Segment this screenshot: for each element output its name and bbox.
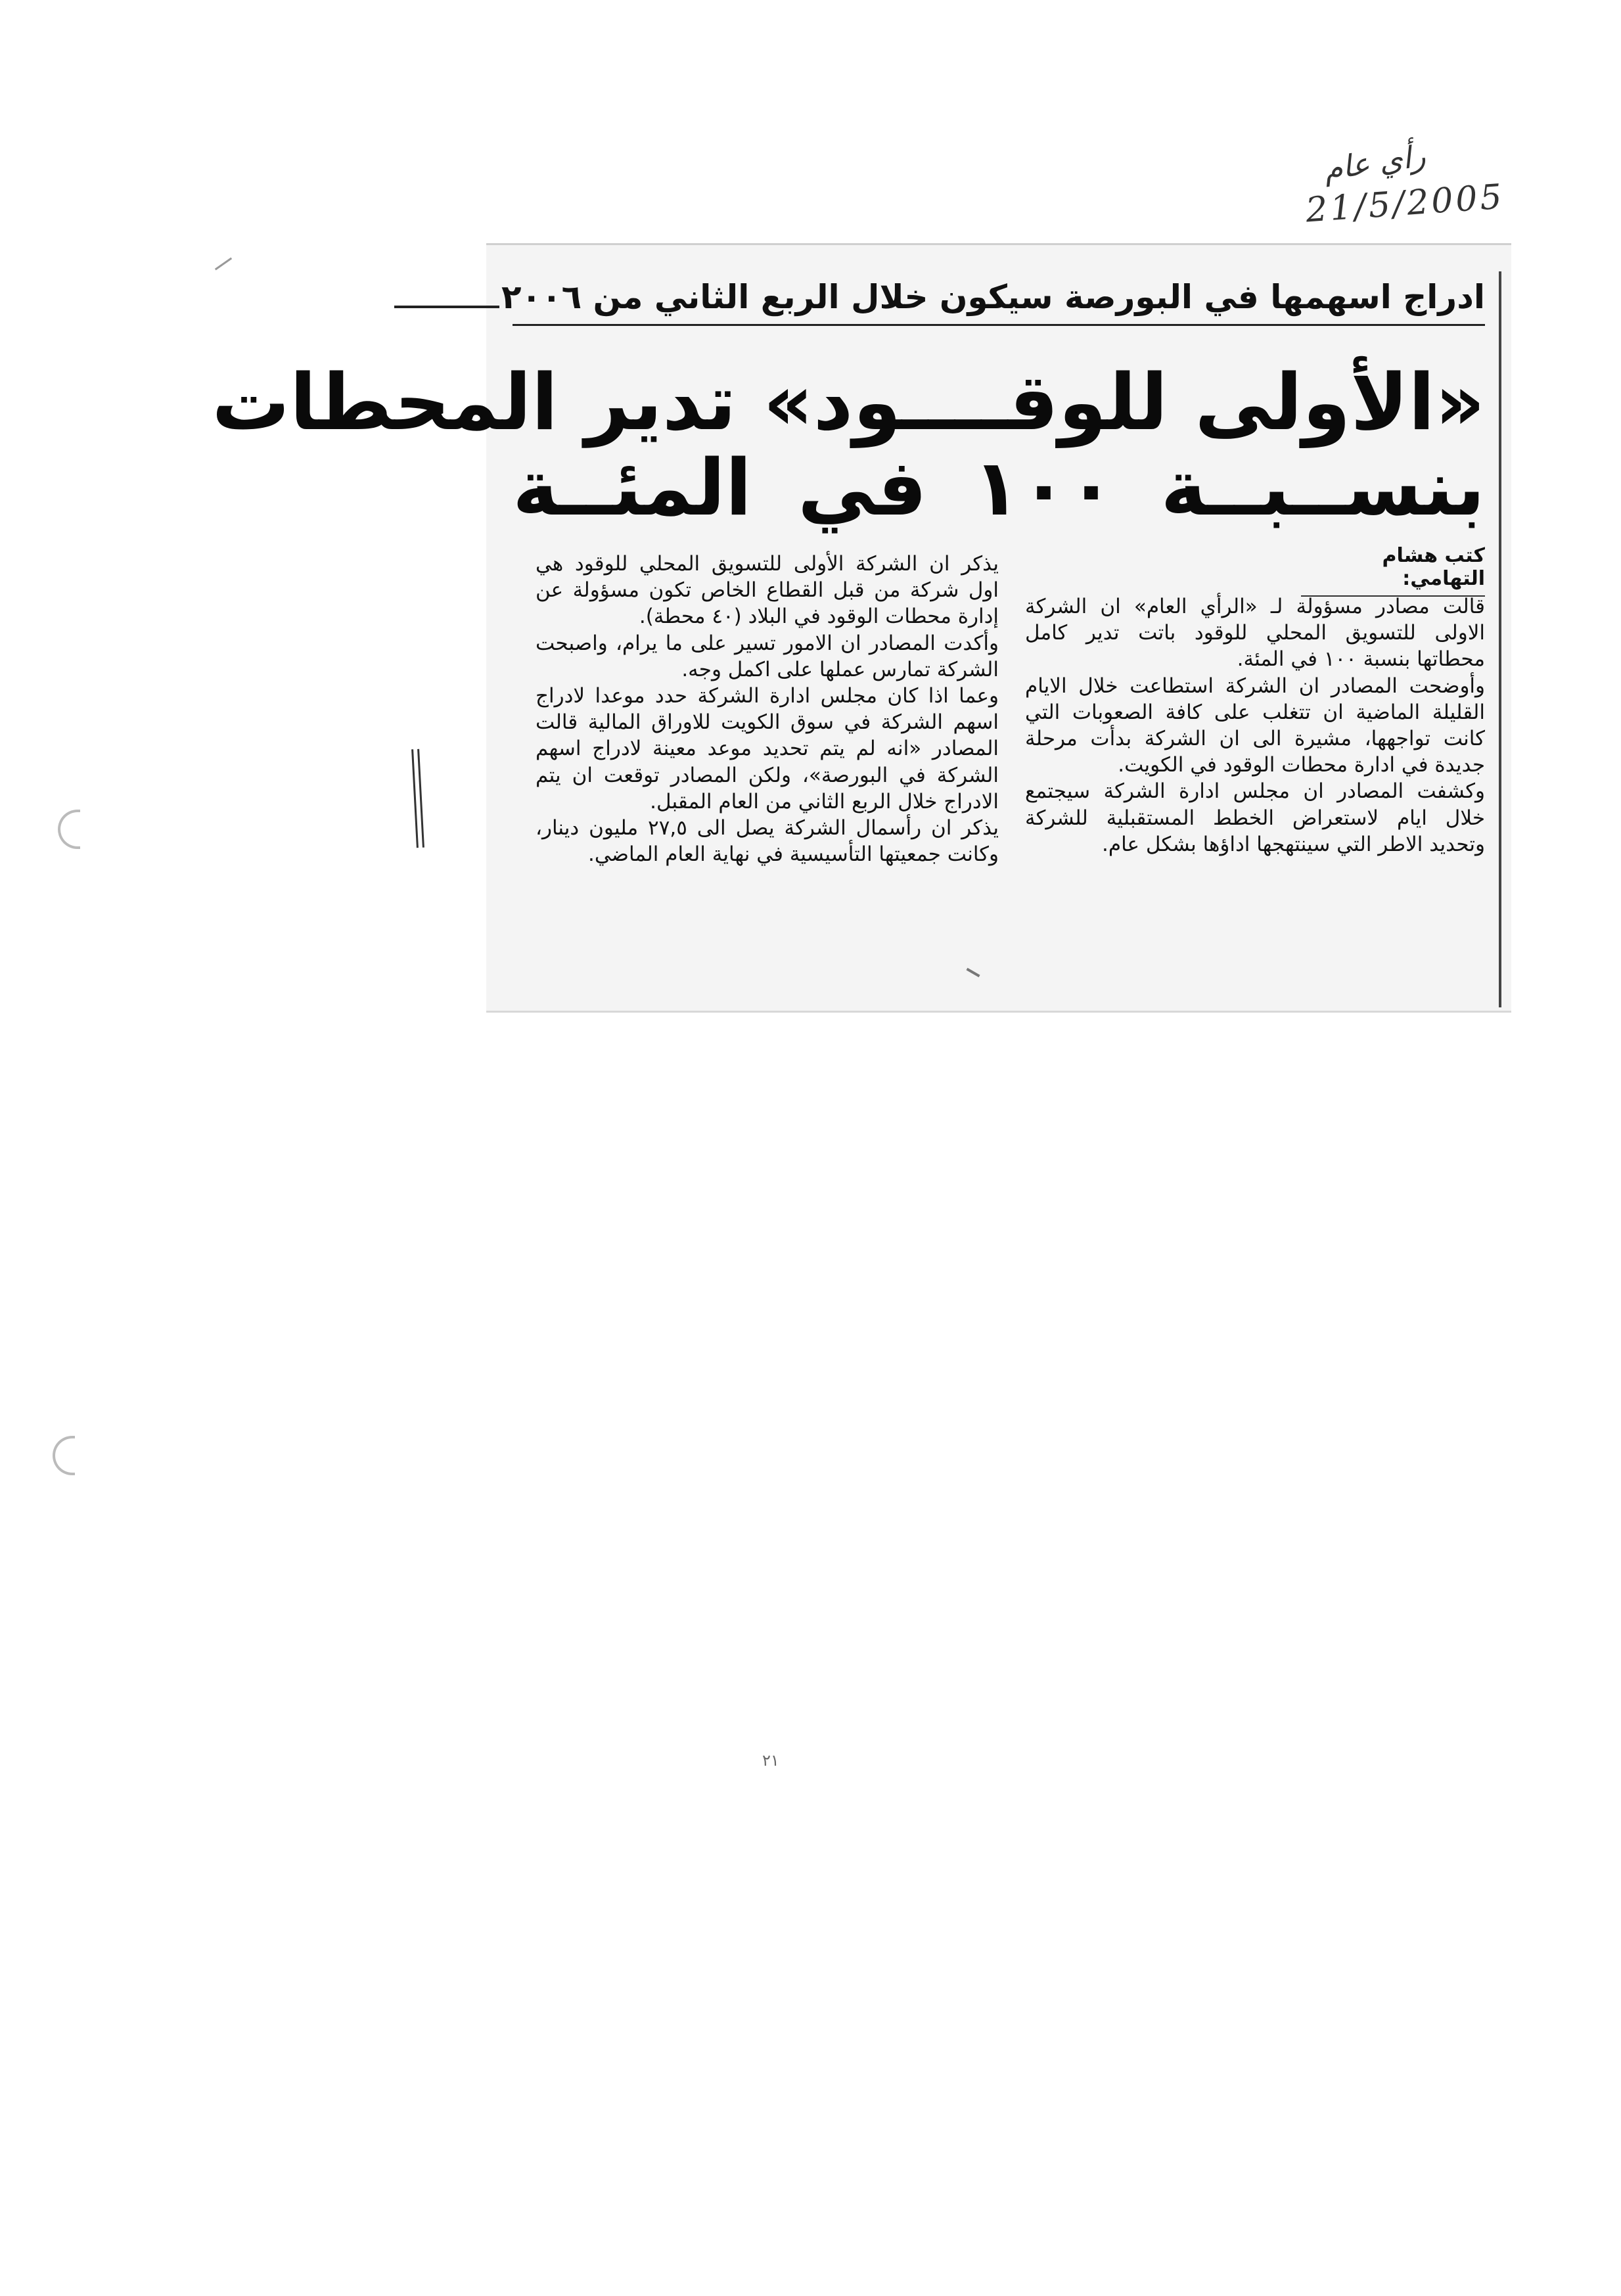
article-kicker: ادراج اسهمها في البورصة سيكون خلال الربع الثاني من ٢٠٠٦ — [513, 278, 1485, 326]
article-column-right — [1025, 593, 1485, 858]
scan-mark — [215, 258, 232, 271]
paragraph: قالت مصادر مسؤولة لـ «الرأي العام» ان الشركة الاولى للتسويق المحلي للوقود باتت تدير كامل محطاتها بنسبة ١٠٠ في المئة. — [1025, 595, 1485, 672]
punch-hole-icon — [53, 1436, 75, 1475]
clipping-edge — [1499, 271, 1501, 1007]
paragraph: وأكدت المصادر ان الامور تسير على ما يرام، واصبحت الشركة تمارس عملها على اكمل وجه. — [536, 631, 999, 681]
paragraph: يذكر ان الشركة الأولى للتسويق المحلي للوقود هي اول شركة من قبل القطاع الخاص تكون مسؤولة عن إدارة محطات الوقود في البلاد (٤٠ محطة). — [536, 552, 999, 629]
page-number: ٢١ — [762, 1751, 779, 1770]
margin-mark — [411, 749, 424, 848]
handwritten-annotation — [1202, 138, 1518, 237]
byline: كتب هشام التهامي: — [1301, 544, 1485, 597]
kicker-rule — [394, 306, 499, 308]
punch-hole-icon — [58, 810, 80, 849]
paragraph: وكشفت المصادر ان مجلس ادارة الشركة سيجتمع خلال ايام لاستعراض الخطط المستقبلية للشركة وتحديد الاطر التي سينتهجها اداؤها بشكل عام. — [1025, 779, 1485, 856]
annotation-date: 21/5/2005 — [1304, 177, 1506, 231]
paragraph: وأوضحت المصادر ان الشركة استطاعت خلال الايام القليلة الماضية ان تتغلب على كافة الصعوبات التي كانت تواجهها، مشيرة الى ان الشركة بدأت مرحلة جديدة في ادارة محطات الوقود في الكويت. — [1025, 674, 1485, 777]
article-column-left — [536, 551, 999, 867]
headline-line-2: بنســبــة ١٠٠ في المئــة — [513, 442, 1485, 533]
headline-line-1: «الأولى للوقــــود» تدير المحطات — [212, 357, 1485, 448]
paragraph: يذكر ان رأسمال الشركة يصل الى ٢٧,٥ مليون دينار، وكانت جمعيتها التأسيسية في نهاية العام الماضي. — [536, 816, 999, 867]
newspaper-clipping — [212, 243, 1511, 1013]
paragraph: وعما اذا كان مجلس ادارة الشركة حدد موعدا لادراج اسهم الشركة في سوق الكويت للاوراق المالية قالت المصادر «انه لم يتم تحديد موعد معينة لادراج اسهم الشركة في البورصة»، ولكن المصادر توقعت ان يتم الادراج خلال الربع الثاني من العام المقبل. — [536, 684, 999, 814]
annotation-source: رأي عام — [1321, 137, 1428, 187]
